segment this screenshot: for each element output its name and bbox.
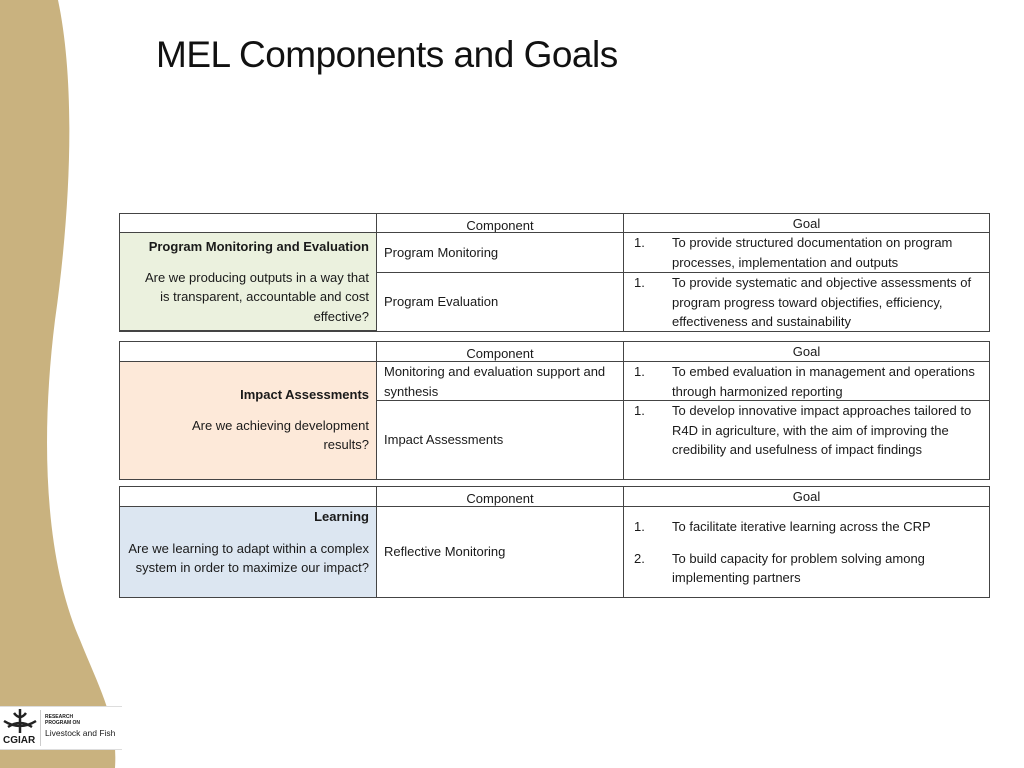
section-name: Program Monitoring and Evaluation (148, 239, 369, 254)
goal-item: 1. To facilitate iterative learning across the CRP (634, 519, 931, 534)
header-blank (120, 342, 377, 362)
header-component: Component (377, 214, 624, 233)
decorative-band (0, 0, 125, 768)
goal-item: 2. To build capacity for problem solving among implementing partners (634, 550, 925, 585)
header-goal: Goal (624, 214, 989, 233)
component-cell: Impact Assessments (377, 401, 624, 479)
goal-item: 1. To develop innovative impact approaches tailored to R4D in agriculture, with the aim of improving the credibility and usefulness of impact findings (634, 403, 972, 457)
goal-item: 1. To provide systematic and objective assessments of program progress toward objectifies, efficiency, effectiveness and sustainability (634, 275, 972, 329)
section-name: Learning (314, 509, 369, 524)
component-cell: Monitoring and evaluation support and synthesis (377, 362, 624, 401)
page-title: MEL Components and Goals (156, 34, 618, 75)
cgiar-logo: CGIAR RESEARCH PROGRAM ON Livestock and Fish (0, 706, 122, 750)
table-learning (119, 486, 990, 598)
section-question: Are we learning to adapt within a complex system in order to maximize our impact? (128, 540, 369, 575)
component-cell: Program Evaluation (377, 273, 624, 331)
section-question: Are we achieving development results? (191, 417, 369, 452)
header-blank (120, 214, 377, 233)
component-cell: Reflective Monitoring (377, 507, 624, 597)
goal-item: 1. To embed evaluation in management and operations through harmonized reporting (634, 364, 975, 399)
section-name: Impact Assessments (240, 387, 369, 402)
header-goal: Goal (624, 342, 989, 362)
table-program-me (119, 213, 990, 332)
table-impact (119, 341, 990, 480)
section-question: Are we producing outputs in a way that is transparent, accountable and cost effective? (144, 269, 369, 324)
component-cell: Program Monitoring (377, 233, 624, 273)
wheat-emblem-icon (2, 707, 38, 735)
header-component: Component (377, 487, 624, 507)
header-component: Component (377, 342, 624, 362)
header-blank (120, 487, 377, 507)
goal-item: 1. To provide structured documentation on program processes, implementation and outputs (634, 235, 953, 270)
header-goal: Goal (624, 487, 989, 507)
